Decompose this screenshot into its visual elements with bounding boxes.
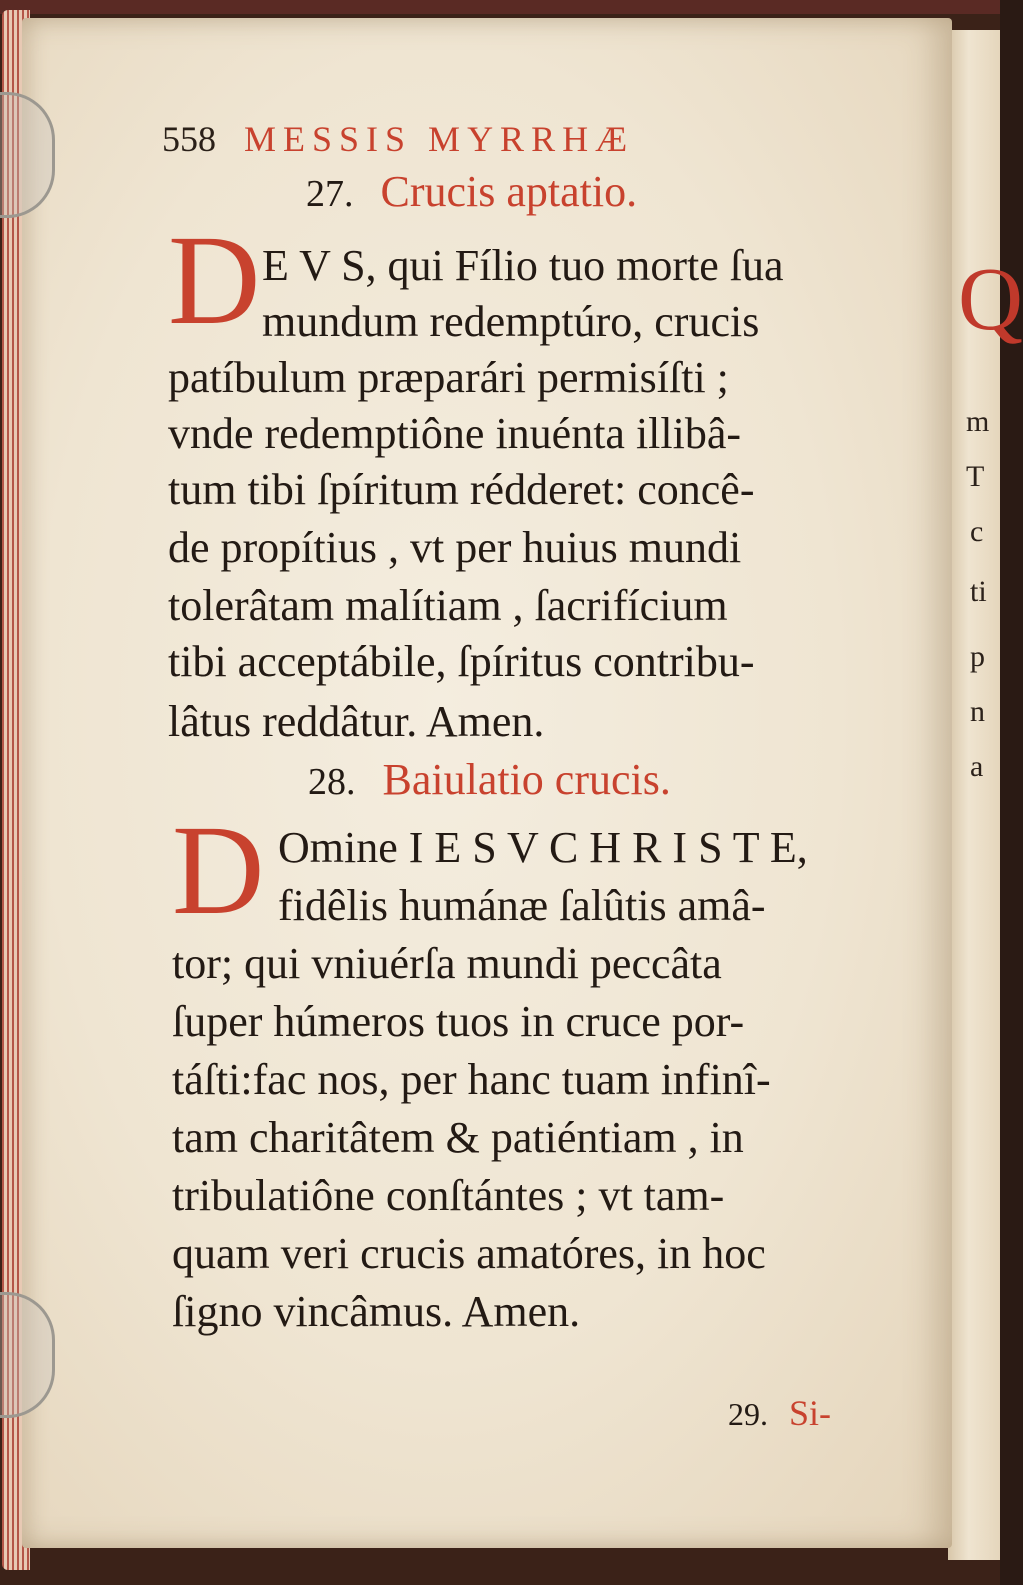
text-line: tribulatiône conſtántes ; vt tam- bbox=[172, 1171, 725, 1220]
text-line: fidêlis humánæ ſalûtis amâ- bbox=[278, 881, 766, 930]
text-line: E V S, qui Fílio tuo morte ſua bbox=[262, 241, 784, 290]
text-line: patíbulum præparári permisíſti ; bbox=[168, 353, 729, 402]
section-title: Baiulatio crucis. bbox=[382, 755, 671, 804]
catchword-text: Si- bbox=[789, 1393, 832, 1433]
catchword bbox=[728, 1392, 831, 1434]
facing-page-initial: Q bbox=[958, 250, 1023, 349]
section-heading bbox=[308, 754, 671, 805]
facing-page-fragment: ti bbox=[970, 575, 987, 608]
text-line: de propítius , vt per huius mundi bbox=[168, 523, 742, 572]
text-line: tum tibi ſpíritum rédderet: concê- bbox=[168, 465, 755, 514]
running-head bbox=[162, 118, 634, 160]
section-title: Crucis aptatio. bbox=[380, 167, 638, 216]
page-number: 558 bbox=[162, 119, 216, 159]
text-line: vnde redemptiône inuénta illibâ- bbox=[168, 409, 742, 458]
text-line: tibi acceptábile, ſpíritus contribu- bbox=[168, 637, 755, 686]
text-line: mundum redemptúro, crucis bbox=[262, 297, 760, 346]
catchword-number: 29. bbox=[728, 1396, 768, 1432]
text-line: ſuper húmeros tuos in cruce por- bbox=[172, 997, 745, 1046]
section-heading bbox=[306, 166, 637, 217]
text-line: ſigno vincâmus. Amen. bbox=[172, 1287, 581, 1336]
section-number: 28. bbox=[308, 761, 356, 803]
facing-page-fragment: m bbox=[966, 405, 990, 438]
text-line: táſti:fac nos, per hanc tuam infinî- bbox=[172, 1055, 771, 1104]
text-line: tolerâtam malítiam , ſacrifícium bbox=[168, 581, 728, 630]
facing-page-fragment: a bbox=[970, 750, 984, 783]
section-number: 27. bbox=[306, 173, 354, 215]
text-line: tam charitâtem & patiéntiam , in bbox=[172, 1113, 744, 1162]
text-line: quam veri crucis amatóres, in hoc bbox=[172, 1229, 766, 1278]
text-line: Omine I E S V C H R I S T E, bbox=[278, 823, 808, 872]
facing-page-fragment: T bbox=[966, 460, 985, 493]
text-line: tor; qui vniuérſa mundi peccâta bbox=[172, 939, 722, 988]
running-title: MESSIS MYRRHÆ bbox=[244, 119, 635, 159]
facing-page-fragment: n bbox=[970, 695, 985, 728]
facing-page-fragment: c bbox=[970, 515, 984, 548]
facing-page-fragment: p bbox=[970, 640, 985, 673]
drop-cap-initial: D bbox=[168, 209, 261, 351]
text-line: lâtus reddâtur. Amen. bbox=[168, 697, 545, 746]
drop-cap-initial: D bbox=[172, 799, 265, 941]
